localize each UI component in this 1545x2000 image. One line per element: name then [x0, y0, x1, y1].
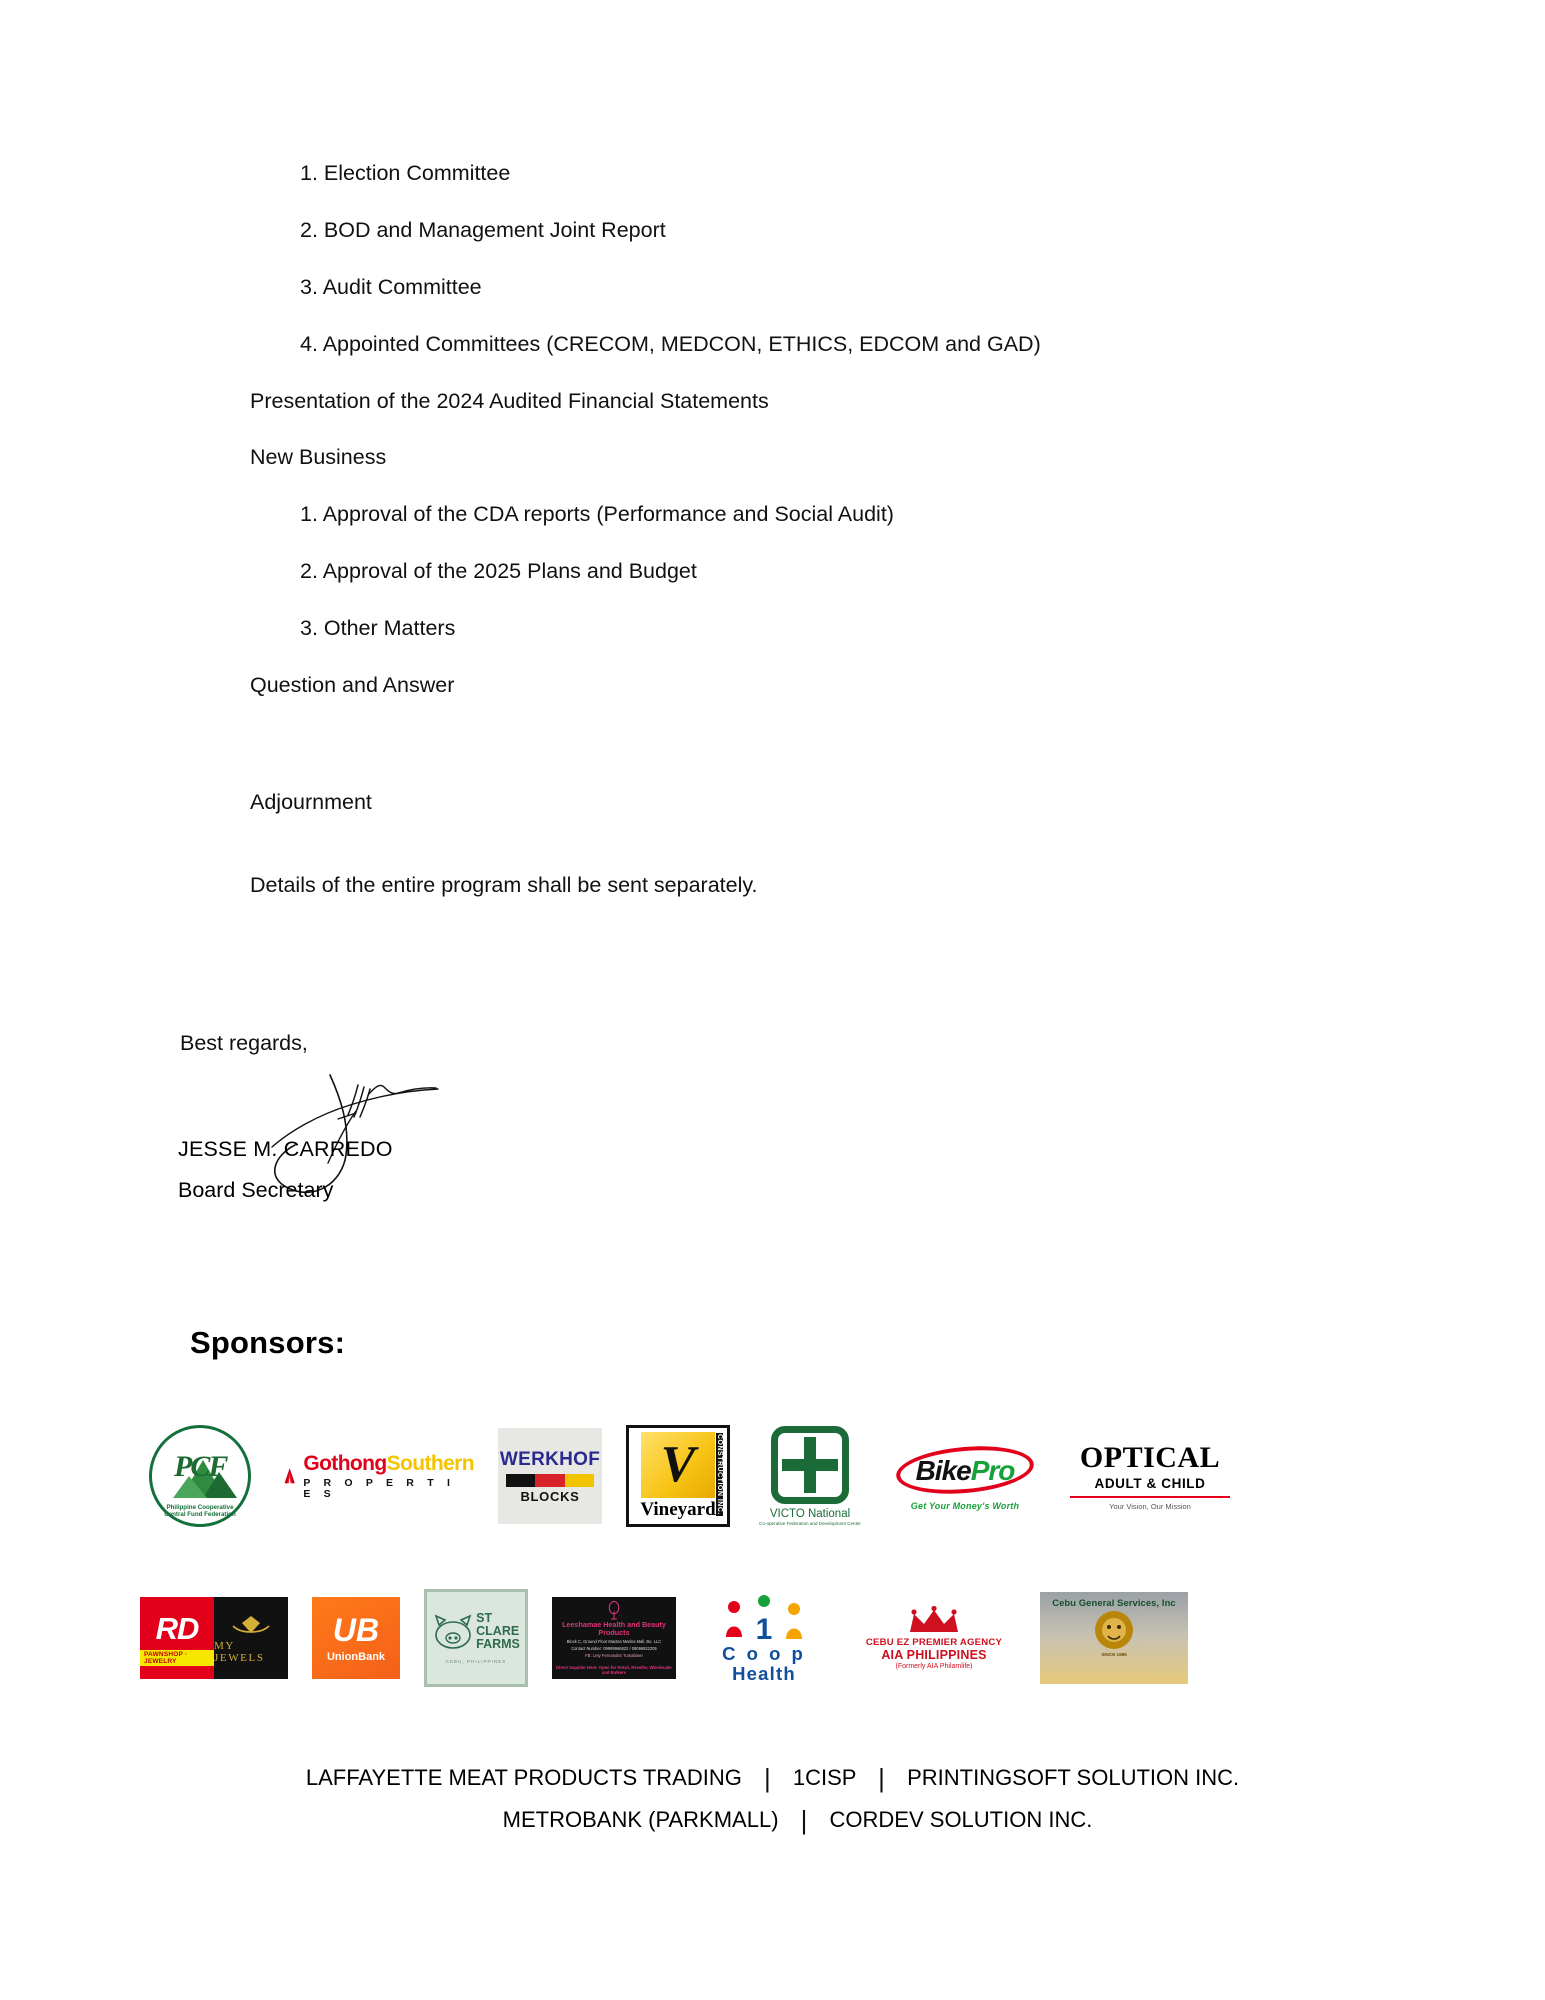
rd-line3: MY JEWELS — [214, 1640, 265, 1664]
optical-line2: ADULT & CHILD — [1094, 1475, 1206, 1491]
optical-line1: OPTICAL — [1079, 1440, 1221, 1474]
pig-icon — [432, 1614, 474, 1650]
lion-icon — [1092, 1609, 1136, 1651]
sponsor-logo-aia-philippines — [852, 1592, 1016, 1684]
text-sponsors-row-1 — [0, 1763, 1545, 1794]
vineyard-line1: Vineyard — [640, 1498, 716, 1520]
svg-text:1: 1 — [755, 1613, 773, 1645]
bikepro-word1: Bike — [915, 1455, 971, 1486]
victo-mark — [771, 1426, 849, 1504]
agenda-item: 3. Other Matters — [300, 616, 456, 640]
sponsor-logo-pccf — [140, 1421, 260, 1531]
agenda-item: 2. Approval of the 2025 Plans and Budget — [300, 559, 697, 584]
text-sponsor: 1CISP — [792, 1765, 857, 1790]
agenda-item: 3. Audit Committee — [300, 274, 482, 299]
sponsor-logo-optical — [1064, 1428, 1236, 1524]
best-regards: Best regards, — [180, 1031, 308, 1055]
sponsor-logo-leeshamae — [552, 1597, 676, 1679]
sponsor-logo-row-1 — [140, 1418, 1420, 1534]
signature-name: JESSE M. CARREDO — [178, 1137, 393, 1161]
sponsor-logo-st-clare-farms — [424, 1589, 528, 1687]
werkhof-line1: WERKHOF — [499, 1448, 601, 1470]
agenda-new-business-heading: New Business — [250, 445, 387, 470]
aia-line3: (Formerly AIA Philamlife) — [895, 1663, 973, 1670]
separator: | — [878, 1763, 885, 1793]
text-sponsor: CORDEV SOLUTION INC. — [829, 1807, 1093, 1832]
sponsor-logo-vineyard — [626, 1425, 730, 1527]
stclare-line4: CEBU, PHILIPPINES — [445, 1658, 507, 1664]
gothong-word2: Southern — [386, 1452, 474, 1475]
aia-line1: CEBU EZ PREMIER AGENCY — [865, 1637, 1003, 1648]
sponsor-logo-unionbank — [312, 1597, 400, 1679]
text-sponsor: PRINTINGSOFT SOLUTION INC. — [907, 1765, 1240, 1790]
leeshamae-line4: FB: Lety Fernandez Tumabiner — [585, 1653, 643, 1658]
text-sponsor: METROBANK (PARKMALL) — [502, 1807, 779, 1832]
victo-line1: VICTO National — [769, 1508, 851, 1520]
leeshamae-line1: Leeshamae Health and Beauty Products — [562, 1619, 666, 1637]
optical-rule — [1070, 1496, 1230, 1499]
details-note: Details of the entire program shall be sent separately. — [250, 873, 758, 897]
stclare-line2: CLARE — [476, 1624, 520, 1639]
rd-line2: PAWNSHOP · JEWELRY — [140, 1650, 214, 1666]
stclare-line1: ST — [476, 1611, 493, 1626]
unionbank-line1: UnionBank — [326, 1650, 386, 1663]
agenda-adjournment: Adjournment — [250, 789, 372, 814]
vineyard-v-mark: V — [641, 1432, 715, 1498]
text-sponsors-row-2 — [0, 1805, 1545, 1836]
leeshamae-line3: Contact Number: 09999966822 / 09096822205 — [571, 1645, 657, 1651]
agenda-item: 2. BOD and Management Joint Report — [300, 217, 666, 242]
aia-line2: AIA PHILIPPINES — [881, 1648, 987, 1662]
sponsor-logo-rd-pawnshop — [140, 1597, 288, 1679]
pccf-line2: Central Fund Federation — [164, 1510, 236, 1518]
separator: | — [763, 1763, 771, 1793]
vineyard-side-text: CONSTRUCTION INC. — [716, 1434, 723, 1515]
bikepro-word2: Pro — [970, 1455, 1015, 1486]
signature-title: Board Secretary — [178, 1178, 334, 1202]
pccf-letters: PCF — [174, 1450, 227, 1483]
unionbank-mark: UB — [332, 1611, 380, 1648]
sponsor-logo-coop-health — [700, 1589, 828, 1687]
agenda-section — [0, 160, 1545, 816]
werkhof-color-bars — [506, 1474, 594, 1487]
sponsors-heading: Sponsors: — [190, 1325, 346, 1360]
agenda-item: 4. Appointed Committees (CRECOM, MEDCON, ETHICS, EDCOM and GAD) — [300, 331, 1041, 356]
gothong-tagline: P R O P E R T I E S — [303, 1477, 456, 1500]
sponsor-logo-row-2 — [140, 1580, 1420, 1696]
crown-icon — [906, 1606, 962, 1636]
cebugen-line1: Cebu General Services, Inc — [1052, 1597, 1176, 1608]
agenda-item: 1. Approval of the CDA reports (Performance and Social Audit) — [300, 502, 894, 527]
stclare-line3: FARMS — [476, 1636, 520, 1651]
bikepro-tagline: Get Your Money's Worth — [910, 1501, 1020, 1511]
diamond-icon — [229, 1612, 273, 1636]
sponsor-logo-victo-national — [754, 1421, 866, 1531]
beauty-mark-icon — [606, 1601, 622, 1620]
sponsor-logo-cebu-general-services — [1040, 1592, 1188, 1684]
agenda-presentation: Presentation of the 2024 Audited Financial Statements — [250, 388, 769, 413]
victo-line2: Co-operative Federation and Development Center — [759, 1521, 861, 1526]
coop-health-people-icon — [718, 1593, 810, 1645]
sponsor-logo-werkhof — [498, 1428, 602, 1524]
cebugen-line2: SINCE 1986 — [1101, 1652, 1127, 1657]
coop-health-line1: C o o p — [722, 1643, 806, 1664]
pccf-line1: Philippine Cooperative — [166, 1503, 234, 1511]
sponsor-logo-gothong-southern — [284, 1436, 474, 1516]
text-sponsor: LAFFAYETTE MEAT PRODUCTS TRADING — [305, 1765, 742, 1790]
rd-line1: RD — [155, 1610, 199, 1646]
separator: | — [800, 1805, 808, 1835]
coop-health-line2: Health — [732, 1662, 796, 1684]
leeshamae-line5: Direct Supplier Here: Open for Retail, Reseller, Wholesaler and Bulkers — [556, 1665, 672, 1675]
agenda-qa: Question and Answer — [250, 672, 455, 697]
sponsor-logo-bikepro — [890, 1433, 1040, 1519]
optical-line3: Your Vision, Our Mission — [1109, 1502, 1191, 1512]
agenda-item: 1. Election Committee — [300, 161, 511, 185]
werkhof-line2: BLOCKS — [520, 1488, 580, 1504]
leeshamae-line2: Block C, Ground Floor Mactan Marina Mall, Bo. LLC — [566, 1638, 662, 1644]
gothong-word1: Gothong — [303, 1452, 387, 1475]
